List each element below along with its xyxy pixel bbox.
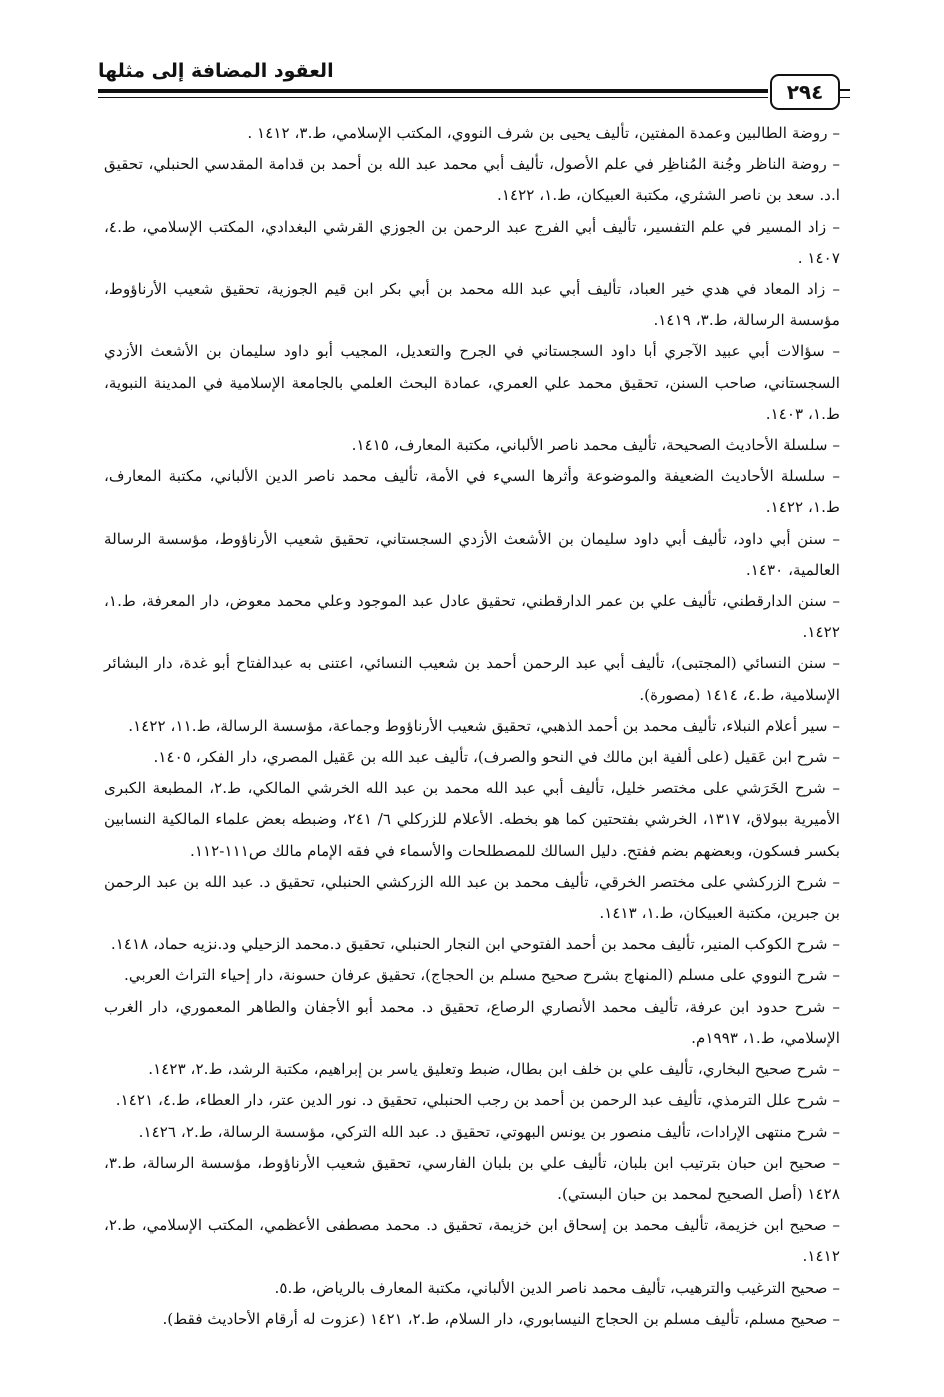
book-title: العقود المضافة إلى مثلها — [98, 60, 334, 82]
bibliography-entry: – سنن أبي داود، تأليف أبي داود سليمان بن الأشعث الأزدي السجستاني، تحقيق شعيب الأرناؤوط، مؤسسة الرسالة العالمية، ١٤٣٠. — [104, 529, 840, 579]
bibliography-entry: – صحيح ابن حبان بترتيب ابن بلبان، تأليف علي بن بلبان الفارسي، تحقيق شعيب الأرناؤوط، مؤسسة الرسالة، ط.٣، ١٤٢٨ (أصل الصحيح لمحمد بن حبان البستي). — [104, 1153, 840, 1203]
bibliography-entry: – سير أعلام النبلاء، تأليف محمد بن أحمد الذهبي، تحقيق شعيب الأرناؤوط وجماعة، مؤسسة الرسالة، ط.١١، ١٤٢٢. — [128, 716, 840, 735]
page-number: ٢٩٤ — [770, 74, 840, 110]
bibliography-entry: – شرح ابن عَقيل (على ألفية ابن مالك في النحو والصرف)، تأليف عبد الله بن عَقيل المصري، دار الفكر، ١٤٠٥. — [153, 748, 840, 767]
bibliography-entry: – روضة الناظر وجُنة المُناظِر في علم الأصول، تأليف أبي محمد عبد الله بن أحمد بن قدامة المقدسي الحنبلي، تحقيق ا.د. سعد بن ناصر الشثري، مكتبة العبيكان، ط.١، ١٤٢٢. — [104, 155, 840, 205]
bibliography-entry: – سنن النسائي (المجتبى)، تأليف أبي عبد الرحمن أحمد بن شعيب النسائي، اعتنى به عبدالفتاح أبو غدة، دار البشائر الإسلامية، ط.٤، ١٤١٤ (مصورة). — [104, 654, 840, 704]
bibliography-entry: – شرح علل الترمذي، تأليف عبد الرحمن بن أحمد بن رجب الحنبلي، تحقيق د. نور الدين عتر، دار العطاء، ط.٤، ١٤٢١. — [115, 1091, 840, 1110]
bibliography-entry: – سؤالات أبي عبيد الآجري أبا داود السجستاني في الجرح والتعديل، المجيب أبو داود سليمان بن الأشعث الأزدي السجستاني، صاحب السنن، تحقيق محمد علي العمري، عمادة البحث العلمي بالجامعة الإسلامية في المدينة النبوية، ط.١، ١٤٠٣. — [104, 342, 840, 423]
bibliography-list — [104, 118, 840, 1335]
bibliography-entry: – شرح الكوكب المنير، تأليف محمد بن أحمد الفتوحي ابن النجار الحنبلي، تحقيق د.محمد الزحيلي ود.نزيه حماد، ١٤١٨. — [110, 935, 840, 954]
bibliography-entry: – شرح الزركشي على مختصر الخرقي، تأليف محمد بن عبد الله الزركشي الحنبلي، تحقيق د. عبد الله بن عبد الرحمن بن جبرين، مكتبة العبيكان، ط.١، ١٤١٣. — [104, 872, 840, 923]
bibliography-entry: – سلسلة الأحاديث الصحيحة، تأليف محمد ناصر الألباني، مكتبة المعارف، ١٤١٥. — [351, 436, 840, 455]
bibliography-entry: – شرح صحيح البخاري، تأليف علي بن خلف ابن بطال، ضبط وتعليق ياسر بن إبراهيم، مكتبة الرشد، ط.٢، ١٤٢٣. — [148, 1060, 840, 1079]
bibliography-entry: – سلسلة الأحاديث الضعيفة والموضوعة وأثرها السيء في الأمة، تأليف محمد ناصر الدين الألباني، مكتبة المعارف، ط.١، ١٤٢٢. — [104, 467, 840, 517]
bibliography-entry: – سنن الدارقطني، تأليف علي بن عمر الدارقطني، تحقيق عادل عبد الموجود وعلي محمد معوض، دار المعرفة، ط.١، ١٤٢٢. — [104, 592, 840, 642]
bibliography-entry: – صحيح ابن خزيمة، تأليف محمد بن إسحاق ابن خزيمة، تحقيق د. محمد مصطفى الأعظمي، المكتب الإسلامي، ط.٢، ١٤١٢. — [104, 1216, 840, 1266]
header-rule-thick — [98, 89, 768, 93]
header-rule-tick — [840, 89, 850, 91]
bibliography-entry: – زاد المسير في علم التفسير، تأليف أبي الفرج عبد الرحمن بن الجوزي القرشي البغدادي، المكتب الإسلامي، ط.٤، ١٤٠٧ . — [104, 217, 840, 267]
bibliography-entry: – شرح منتهى الإرادات، تأليف منصور بن يونس البهوتي، تحقيق د. عبد الله التركي، مؤسسة الرسالة، ط.٢، ١٤٢٦. — [138, 1122, 840, 1141]
bibliography-entry: – روضة الطالبين وعمدة المفتين، تأليف يحيى بن شرف النووي، المكتب الإسلامي، ط.٣، ١٤١٢ . — [247, 124, 840, 142]
page-header — [98, 52, 850, 112]
header-rule-tick-thin — [840, 97, 850, 98]
bibliography-entry: – صحيح الترغيب والترهيب، تأليف محمد ناصر الدين الألباني، مكتبة المعارف بالرياض، ط.٥. — [274, 1278, 840, 1297]
bibliography-entry: – شرح النووي على مسلم (المنهاج بشرح صحيح مسلم بن الحجاج)، تحقيق عرفان حسونة، دار إحياء التراث العربي. — [124, 966, 840, 985]
bibliography-entry: – زاد المعاد في هدي خير العباد، تأليف أبي عبد الله محمد بن أبي بكر ابن قيم الجوزية، تحقيق شعيب الأرناؤوط، مؤسسة الرسالة، ط.٣، ١٤١٩. — [104, 280, 840, 330]
header-rule-thin — [98, 97, 768, 98]
bibliography-entry: – شرح حدود ابن عرفة، تأليف محمد الأنصاري الرصاع، تحقيق د. محمد أبو الأجفان والطاهر المعموري، دار الغرب الإسلامي، ط.١، ١٩٩٣م. — [104, 997, 840, 1047]
bibliography-entry: – صحيح مسلم، تأليف مسلم بن الحجاج النيسابوري، دار السلام، ط.٢، ١٤٢١ (عزوت له أرقام الأحاديث فقط). — [162, 1309, 840, 1328]
bibliography-entry: – شرح الخَرَشي على مختصر خليل، تأليف أبي عبد الله محمد بن عبد الله الخرشي المالكي، ط.٢، المطبعة الكبرى الأميرية ببولاق، ١٣١٧، الخرشي بفتحتين كما هو بخطه. الأعلام للزركلي ٦/ ٢٤١، وضبطه بعض علماء المالكية النسابين بكسر فسكون، وبعضهم بضم ففتح. دليل السالك للمصطلحات والأسماء في فقه الإمام مالك ص١١١-١١٢. — [104, 779, 841, 860]
